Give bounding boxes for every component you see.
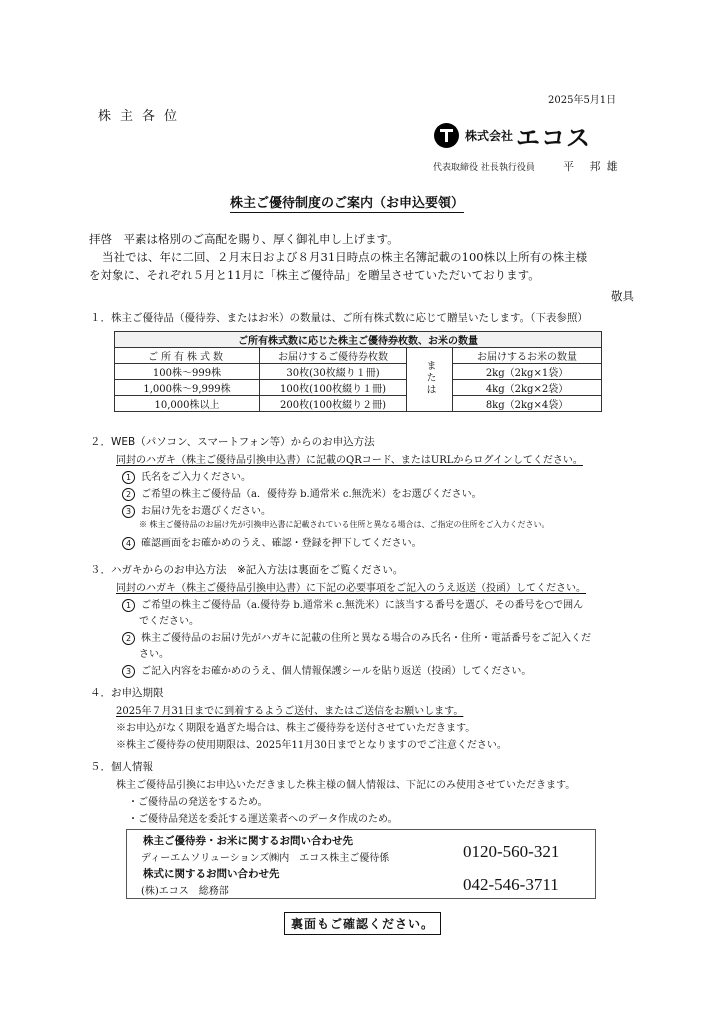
privacy-bullet: ・ご優待品発送を委託する運送業者へのデータ作成のため。 [128, 814, 398, 825]
benefit-contact-phone: 0120-560-321 [463, 842, 560, 861]
company-name: エコス [516, 124, 592, 152]
greeting-line: 拝啓 平素は格別のご高配を賜り、厚く御礼申し上げます。 [89, 232, 399, 246]
section-3-heading: ３．ハガキからのお申込方法 ※記入方法は裏面をご覧ください。 [90, 564, 404, 576]
section-5-heading: ５．個人情報 [90, 761, 153, 773]
contact-box [126, 829, 596, 899]
step-text-continued: さい。 [139, 649, 169, 660]
deadline-note: ※株主ご優待券の使用期限は、2025年11月30日までとなりますのでご注意ください。 [116, 740, 507, 751]
coupons-cell: 200枚(100枚綴り２冊) [260, 396, 407, 412]
rice-cell: 8kg（2kg×4袋） [453, 396, 602, 412]
step-text: ご希望の株主ご優待品（a．優待券 b.通常米 c.無洗米）をお選びください。 [141, 489, 482, 500]
step-number: 1 [122, 599, 135, 612]
column-header-rice: お届けするお米の数量 [453, 348, 602, 364]
step-text: 株主ご優待品のお届け先がハガキに記載の住所と異なる場合のみ氏名・住所・電話番号をご記入くだ [141, 633, 591, 644]
section-1-heading: １．株主ご優待品（優待券、またはお米）の数量は、ご所有株式数に応じて贈呈いたします。（下表参照） [90, 312, 588, 324]
shares-cell: 100株～999株 [115, 364, 260, 380]
step-number: 3 [122, 665, 135, 678]
privacy-bullet: ・ご優待品の発送をするため。 [128, 797, 268, 808]
rice-cell: 2kg（2kg×1袋） [453, 364, 602, 380]
step-item [122, 629, 591, 645]
rice-cell: 4kg（2kg×2袋） [453, 380, 602, 396]
step-item [122, 596, 583, 612]
deadline-note: ※お申込がなく期限を過ぎた場合は、株主ご優待券を送付させていただきます。 [116, 723, 476, 734]
step-number: 2 [122, 632, 135, 645]
privacy-text: 株主ご優待品引換にお申込いただきました株主様の個人情報は、下記にのみ使用させていただきます。 [116, 780, 576, 791]
step-number: 3 [122, 505, 135, 518]
step-number: 4 [122, 537, 135, 550]
addressee: 株主各位 [98, 109, 187, 124]
step-item [122, 662, 531, 678]
representative-title: 代表取締役 社長執行役員 [433, 163, 535, 173]
table-row [115, 364, 602, 380]
benefit-contact-org: ディーエムソリューションズ㈱内 エコス株主ご優待係 [141, 853, 390, 864]
page-title: 株主ご優待制度のご案内（お申込要領） [230, 192, 464, 213]
shares-cell: 10,000株以上 [115, 396, 260, 412]
benefit-contact-heading: 株主ご優待券・お米に関するお問い合わせ先 [143, 835, 353, 847]
section-4-heading: ４．お申込期限 [90, 687, 164, 699]
section-2-instruction: 同封のハガキ（株主ご優待品引換申込書）に記載のQRコード、またはURLからログインしてください。 [116, 455, 583, 466]
coupons-cell: 30枚(30枚綴り１冊) [260, 364, 407, 380]
step-text: 確認画面をお確かめのうえ、確認・登録を押下してください。 [141, 538, 422, 549]
table-row [115, 396, 602, 412]
shares-cell: 1,000株～9,999株 [115, 380, 260, 396]
stock-contact-heading: 株式に関するお問い合わせ先 [143, 868, 280, 880]
company-mark-icon [434, 123, 459, 148]
issue-date: 2025年5月1日 [548, 95, 617, 106]
or-cell [407, 348, 453, 412]
greeting-line: を対象に、それぞれ５月と11月に「株主ご優待品」を贈呈させていただいております。 [89, 268, 540, 282]
deadline-text: 2025年７月31日までに到着するようご送付、またはご送信をお願いします。 [116, 706, 464, 717]
step-text: ご記入内容をお確かめのうえ、個人情報保護シールを貼り返送（投函）してください。 [141, 666, 532, 677]
step-item [122, 485, 482, 501]
step-item [122, 534, 422, 550]
column-header-shares: ご所有株式数 [115, 348, 260, 364]
step-item [122, 468, 251, 484]
section-3-instruction: 同封のハガキ（株主ご優待品引換申込書）に下記の必要事項をご記入のうえ返送（投函）してください。 [116, 583, 586, 594]
back-side-note: 裏面もご確認ください。 [284, 912, 441, 935]
section-2-heading: ２．WEB（パソコン、スマートフォン等）からのお申込方法 [90, 436, 375, 448]
or-label: または [424, 360, 435, 396]
representative-name: 平 邦雄 [563, 160, 624, 173]
stock-contact-phone: 042-546-3711 [463, 875, 559, 894]
stock-contact-org: (株)エコス 総務部 [141, 886, 229, 897]
company-prefix: 株式会社 [465, 129, 514, 143]
table-row [115, 380, 602, 396]
column-header-coupons: お届けするご優待券枚数 [260, 348, 407, 364]
step-number: 1 [122, 471, 135, 484]
address-note: ※ 株主ご優待品のお届け先が引換申込書に記載されている住所と異なる場合は、ご指定の住所をご入力ください。 [139, 520, 550, 529]
greeting-line: 当社では、年に二回、２月末日および８月31日時点の株主名簿記載の100株以上所有の株主様 [102, 250, 588, 264]
step-text: 氏名をご入力ください。 [141, 472, 251, 483]
coupons-cell: 100枚(100枚綴り１冊) [260, 380, 407, 396]
step-item [122, 502, 271, 518]
benefit-table [114, 331, 602, 412]
step-text: お届け先をお選びください。 [141, 506, 271, 517]
step-text: ご希望の株主ご優待品（a.優待券 b.通常米 c.無洗米）に該当する番号を選び、その番号を○で囲ん [141, 600, 584, 611]
step-text-continued: でください。 [139, 616, 199, 627]
company-logo [434, 118, 591, 153]
step-number: 2 [122, 488, 135, 501]
table-caption: ご所有株式数に応じた株主ご優待券枚数、お米の数量 [115, 332, 602, 348]
closing-word: 敬具 [611, 289, 634, 303]
